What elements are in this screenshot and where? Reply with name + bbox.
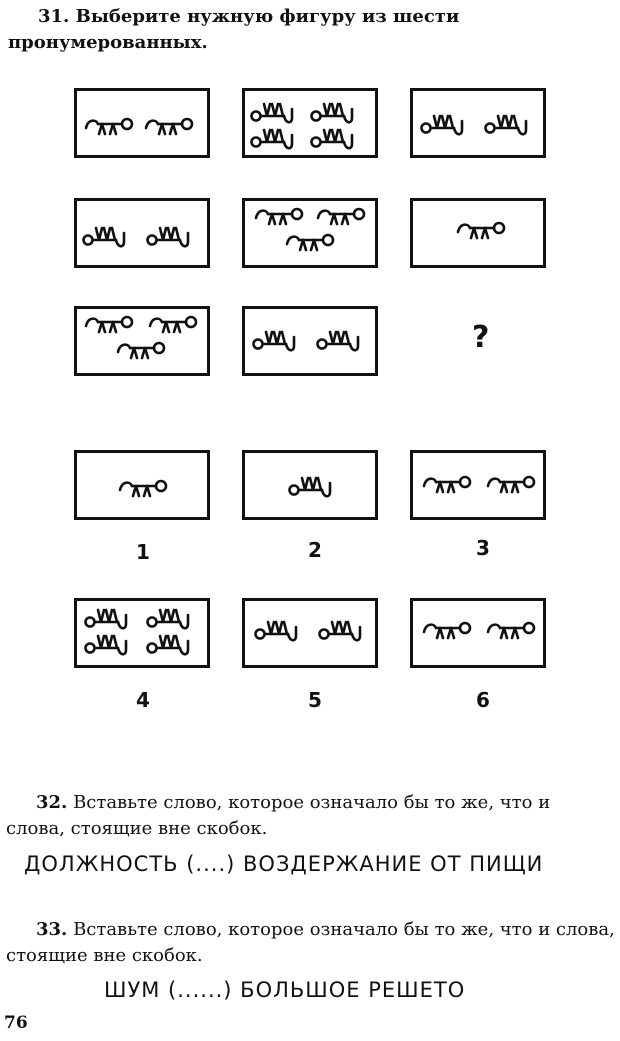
glyph-b xyxy=(320,622,361,640)
glyph-a xyxy=(488,623,534,638)
glyph-b xyxy=(290,478,331,496)
question-33-number: 33. xyxy=(36,919,68,940)
glyph-b xyxy=(86,610,127,628)
question-32 xyxy=(6,790,610,842)
glyph-a xyxy=(118,343,164,358)
glyph-a xyxy=(146,119,192,134)
question-33 xyxy=(6,917,616,969)
question-32-text: Вставьте слово, которое означало бы то же, что и слова, стоящие вне скобок. xyxy=(6,792,551,839)
option-label-3: 3 xyxy=(476,536,490,560)
glyph-b xyxy=(312,130,353,148)
glyph-a xyxy=(424,623,470,638)
glyph-b xyxy=(148,610,189,628)
question-31-text: Выберите нужную фигуру из шести пронумерованных. xyxy=(8,6,460,53)
missing-figure-question-mark: ? xyxy=(472,320,490,355)
glyph-b xyxy=(252,130,293,148)
glyph-b xyxy=(486,116,527,134)
glyph-a xyxy=(424,477,470,492)
option-label-5: 5 xyxy=(308,688,322,712)
glyph-a xyxy=(318,209,364,224)
question-32-task: ДОЛЖНОСТЬ (....) ВОЗДЕРЖАНИЕ ОТ ПИЩИ xyxy=(24,852,544,876)
question-33-text: Вставьте слово, которое означало бы то же, что и слова, стоящие вне скобок. xyxy=(6,919,615,966)
glyph-b xyxy=(252,104,293,122)
glyph-b xyxy=(86,636,127,654)
glyph-b xyxy=(422,116,463,134)
glyph-a xyxy=(287,235,333,250)
glyph-a xyxy=(458,223,504,238)
glyph-b xyxy=(254,332,295,350)
glyph-b xyxy=(312,104,353,122)
glyph-b xyxy=(318,332,359,350)
glyph-a xyxy=(120,481,166,496)
glyph-b xyxy=(256,622,297,640)
glyph-a xyxy=(86,317,132,332)
glyph-a xyxy=(86,119,132,134)
glyph-a xyxy=(256,209,302,224)
option-label-6: 6 xyxy=(476,688,490,712)
glyph-a xyxy=(150,317,196,332)
option-label-1: 1 xyxy=(136,540,150,564)
glyph-b xyxy=(148,228,189,246)
page-number: 76 xyxy=(4,1013,28,1033)
question-31-number: 31. xyxy=(38,6,70,27)
glyph-b xyxy=(148,636,189,654)
glyph-a xyxy=(488,477,534,492)
glyph-b xyxy=(84,228,125,246)
option-label-4: 4 xyxy=(136,688,150,712)
option-label-2: 2 xyxy=(308,538,322,562)
question-33-task: ШУМ (......) БОЛЬШОЕ РЕШЕТО xyxy=(104,978,466,1002)
question-32-number: 32. xyxy=(36,792,68,813)
